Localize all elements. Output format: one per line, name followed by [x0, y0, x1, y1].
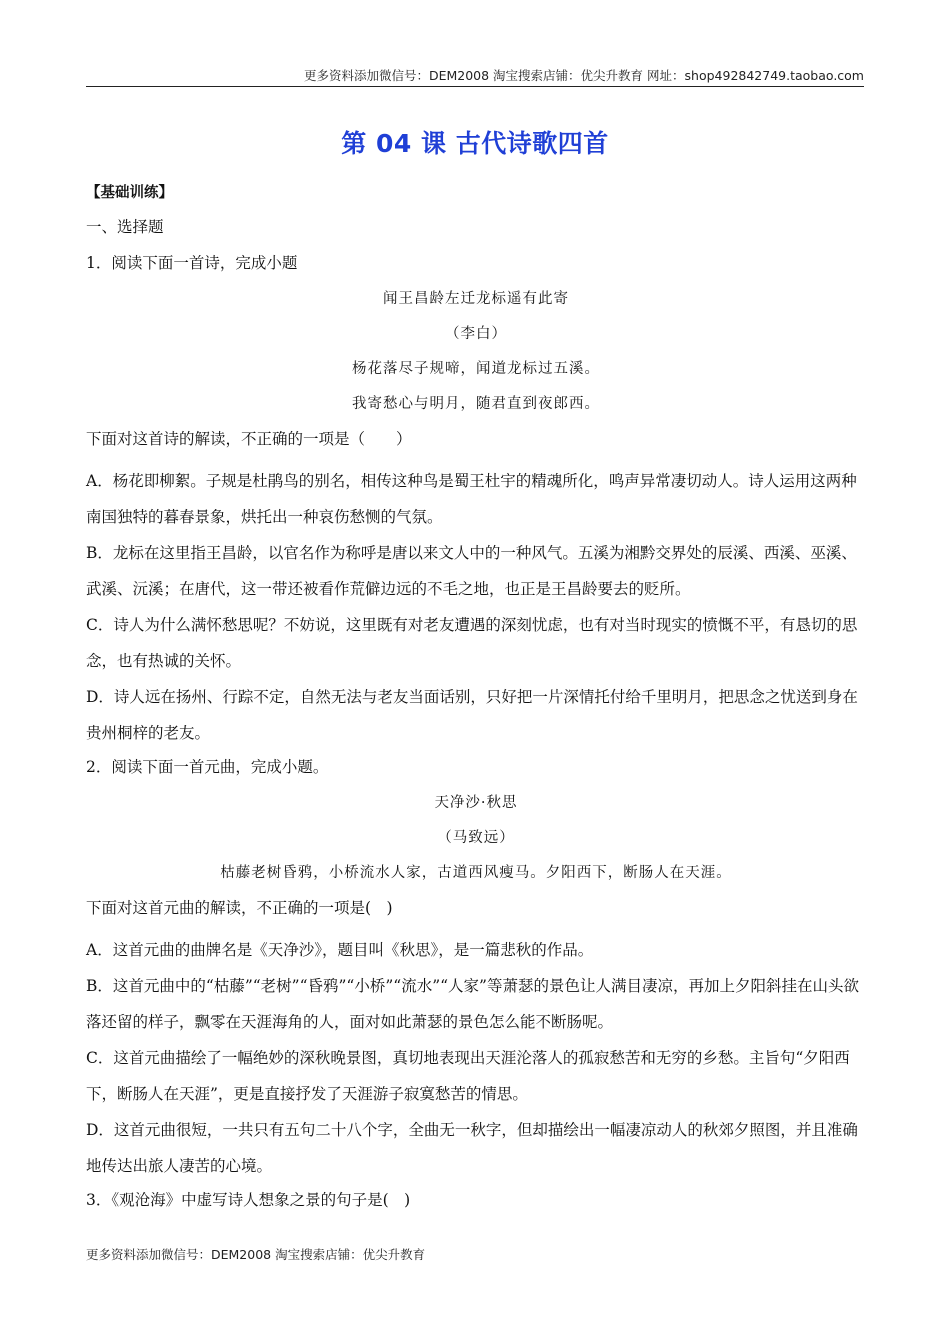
question-2-option-d: D．这首元曲很短，一共只有五句二十八个字，全曲无一秋字，但却描绘出一幅凄凉动人的秋郊夕照图，并且准确地传达出旅人凄苦的心境。	[86, 1121, 858, 1175]
page-title: 第 04 课 古代诗歌四首	[341, 129, 609, 158]
question-2-option-a: A．这首元曲的曲牌名是《天净沙》，题目叫《秋思》，是一篇悲秋的作品。	[86, 941, 594, 959]
poem-1-line-1: 杨花落尽子规啼，闻道龙标过五溪。	[352, 361, 600, 377]
question-2-stem: 2．阅读下面一首元曲，完成小题。	[86, 758, 329, 776]
question-2-option-c: C．这首元曲描绘了一幅绝妙的深秋晚景图，真切地表现出天涯沦落人的孤寂愁苦和无穷的乡愁。主旨句“夕阳西下，断肠人在天涯”，更是直接抒发了天涯游子寂寞愁苦的情思。	[86, 1049, 850, 1103]
document-body	[86, 181, 866, 1224]
header-divider	[86, 86, 864, 87]
question-2-option-b: B．这首元曲中的“枯藤”“老树”“昏鸦”“小桥”“流水”“人家”等萧瑟的景色让人满目凄凉，再加上夕阳斜挂在山头欲落还留的样子，飘零在天涯海角的人，面对如此萧瑟的景色怎么能不断肠呢。	[86, 977, 859, 1031]
question-1-option-d: D．诗人远在扬州、行踪不定，自然无法与老友当面话别，只好把一片深情托付给千里明月，把思念之忧送到身在贵州桐梓的老友。	[86, 688, 858, 742]
question-1-option-b: B．龙标在这里指王昌龄，以官名作为称呼是唐以来文人中的一种风气。五溪为湘黔交界处的辰溪、西溪、巫溪、武溪、沅溪；在唐代，这一带还被看作荒僻边远的不毛之地，也正是王昌龄要去的贬所。	[86, 544, 857, 598]
poem-1-title: 闻王昌龄左迁龙标遥有此寄	[383, 291, 569, 307]
question-1-option-a: A．杨花即柳絮。子规是杜鹃鸟的别名，相传这种鸟是蜀王杜宇的精魂所化，鸣声异常凄切动人。诗人运用这两种南国独特的暮春景象，烘托出一种哀伤愁恻的气氛。	[86, 472, 857, 526]
poem-2-author: （马致远）	[437, 830, 515, 846]
part-heading: 一、选择题	[86, 218, 164, 236]
poem-2-title: 天净沙·秋思	[434, 795, 518, 811]
question-2-prompt: 下面对这首元曲的解读，不正确的一项是( )	[86, 899, 393, 917]
page-header: 更多资料添加微信号：DEM2008 淘宝搜索店铺：优尖升教育 网址：shop492842749.taobao.com	[303, 68, 864, 83]
question-3-stem: 3．《观沧海》中虚写诗人想象之景的句子是( )	[86, 1191, 411, 1209]
page-footer: 更多资料添加微信号：DEM2008 淘宝搜索店铺：优尖升教育	[86, 1247, 426, 1262]
section-heading: 【基础训练】	[86, 185, 173, 201]
poem-1-author: （李白）	[445, 326, 507, 342]
question-1-option-c: C．诗人为什么满怀愁思呢？不妨说，这里既有对老友遭遇的深刻忧虑，也有对当时现实的愤慨不平，有恳切的思念，也有热诚的关怀。	[86, 616, 858, 670]
question-1-stem: 1．阅读下面一首诗，完成小题	[86, 254, 298, 272]
poem-2-line-1: 枯藤老树昏鸦，小桥流水人家，古道西风瘦马。夕阳西下，断肠人在天涯。	[220, 865, 732, 881]
poem-1-line-2: 我寄愁心与明月，随君直到夜郎西。	[352, 396, 600, 412]
question-1-prompt: 下面对这首诗的解读，不正确的一项是（ ）	[86, 430, 412, 448]
